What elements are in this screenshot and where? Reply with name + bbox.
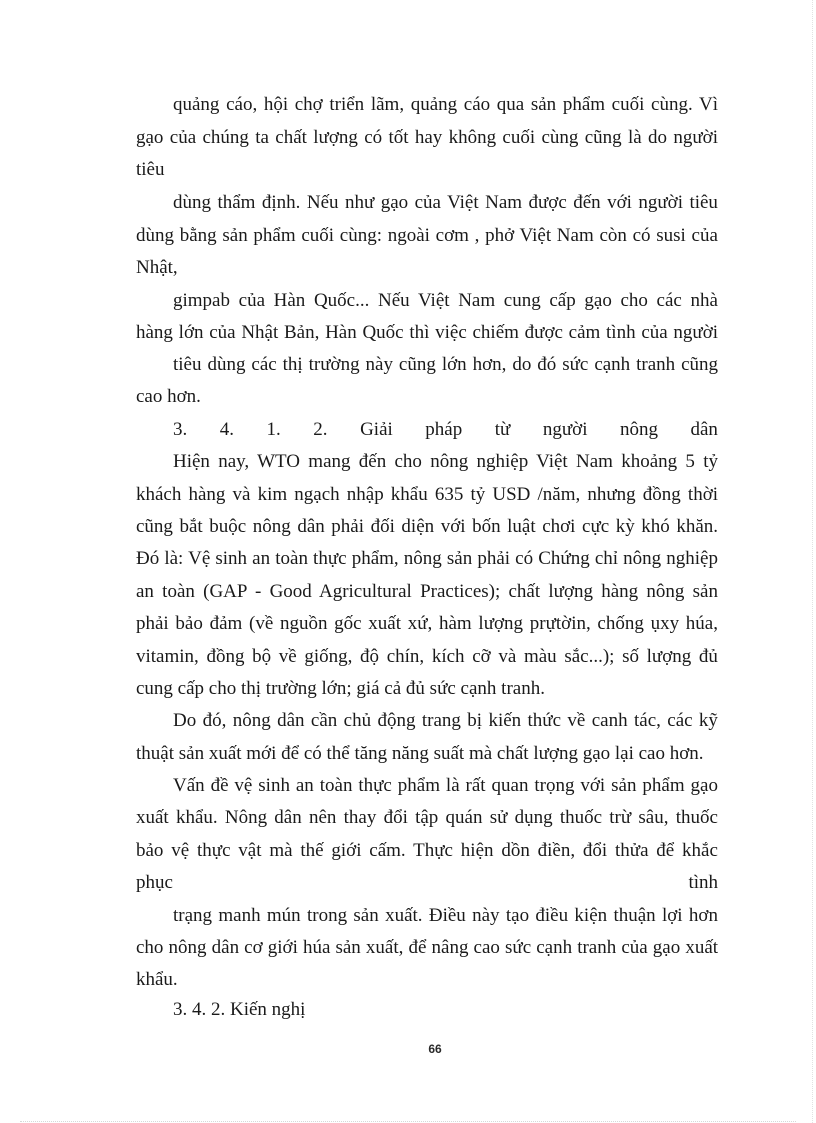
heading-token: 4. <box>219 419 235 440</box>
text-line: Nhật, <box>136 257 178 278</box>
text-line: thuật sản xuất mới để có thể tăng năng suất mà chất lượng gạo lại cao hơn. <box>136 743 704 764</box>
heading-token: pháp <box>425 419 463 440</box>
subsection-heading: 3. 4. 2. Kiến nghị <box>173 999 306 1020</box>
text-line: tiêu dùng các thị trường này cũng lớn hơn, do đó sức cạnh tranh cũng <box>173 354 719 375</box>
text-line: cho nông dân cơ giới húa sản xuất, để nâng cao sức cạnh tranh của gạo xuất <box>136 937 719 958</box>
text-line: Đó là: Vệ sinh an toàn thực phẩm, nông sản phải có Chứng chỉ nông nghiệp <box>136 548 718 569</box>
text-line: trạng manh mún trong sản xuất. Điều này tạo điều kiện thuận lợi hơn <box>173 905 718 926</box>
heading-token: Giải <box>360 419 393 440</box>
page-edge-divider <box>812 0 813 1123</box>
split-line-left: phục <box>136 872 173 893</box>
text-line: cao hơn. <box>136 386 201 407</box>
text-line: Vấn đề vệ sinh an toàn thực phẩm là rất quan trọng với sản phẩm gạo <box>173 775 718 796</box>
text-line: cung cấp cho thị trường lớn; giá cả đủ sức cạnh tranh. <box>136 678 545 699</box>
text-line: khách hàng và kim ngạch nhập khẩu 635 tỷ USD /năm, nhưng đồng thời <box>136 484 719 505</box>
text-line: hàng lớn của Nhật Bản, Hàn Quốc thì việc chiếm được cảm tình của người <box>136 322 719 343</box>
text-line: gimpab của Hàn Quốc... Nếu Việt Nam cung cấp gạo cho các nhà <box>173 290 718 311</box>
heading-token: nông <box>619 419 658 440</box>
text-line: Do đó, nông dân cần chủ động trang bị kiến thức về canh tác, các kỹ <box>173 710 718 731</box>
text-line: dùng bằng sản phẩm cuối cùng: ngoài cơm , phở Việt Nam còn có susi của <box>136 225 718 246</box>
text-line: Hiện nay, WTO mang đến cho nông nghiệp Việt Nam khoảng 5 tỷ <box>173 451 718 472</box>
section-heading <box>173 419 718 441</box>
text-line: quảng cáo, hội chợ triển lãm, quảng cáo qua sản phẩm cuối cùng. Vì <box>173 94 719 115</box>
heading-token: dân <box>690 419 718 440</box>
heading-token: 1. <box>266 419 281 440</box>
split-line-right: tình <box>688 872 718 893</box>
text-line: bảo vệ thực vật mà thế giới cấm. Thực hiện dồn điền, đổi thửa để khắc <box>136 840 718 861</box>
heading-token: 2. <box>313 419 328 440</box>
heading-token: từ <box>494 419 511 440</box>
text-line: xuất khẩu. Nông dân nên thay đổi tập quán sử dụng thuốc trừ sâu, thuốc <box>136 807 718 828</box>
text-line: phải bảo đảm (về nguồn gốc xuất xứ, hàm lượng prựtờin, chống ụxy húa, <box>136 613 718 634</box>
footer-divider <box>20 1121 796 1122</box>
page-number: 66 <box>428 1042 442 1056</box>
text-line: an toàn (GAP - Good Agricultural Practices); chất lượng hàng nông sản <box>136 581 718 602</box>
text-line: cũng bắt buộc nông dân phải đối diện với bốn luật chơi cực kỳ khó khăn. <box>136 516 719 537</box>
text-line: dùng thẩm định. Nếu như gạo của Việt Nam được đến với người tiêu <box>173 192 718 213</box>
text-line: tiêu <box>136 159 165 180</box>
heading-token: 3. <box>173 419 188 440</box>
split-line <box>136 872 718 894</box>
text-line: gạo của chúng ta chất lượng có tốt hay không cuối cùng cũng là do người <box>136 127 719 148</box>
text-line: vitamin, đồng bộ về giống, độ chín, kích cỡ và màu sắc...); số lượng đủ <box>136 646 718 667</box>
heading-token: người <box>542 419 588 440</box>
text-line: khẩu. <box>136 969 178 990</box>
